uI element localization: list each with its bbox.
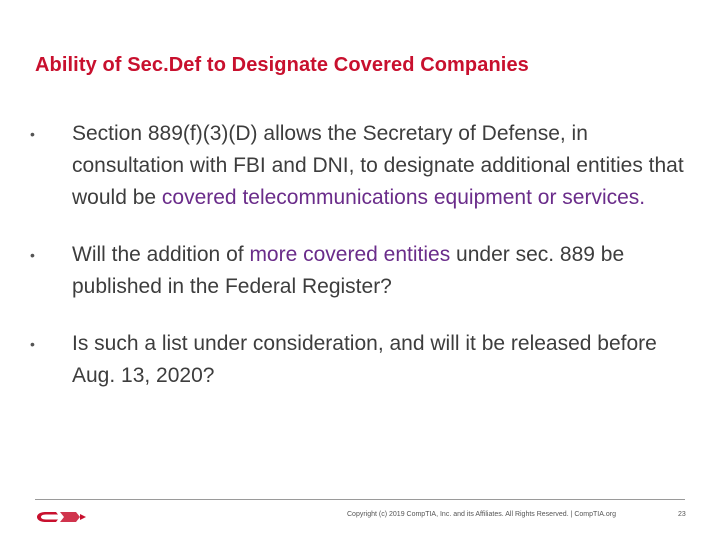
- slide-title: Ability of Sec.Def to Designate Covered Companies: [35, 54, 529, 76]
- footer-copyright: Copyright (c) 2019 CompTIA, Inc. and its Affiliates. All Rights Reserved. | CompTIA.org: [347, 511, 616, 518]
- bullet-item: [30, 239, 700, 303]
- highlighted-text: more covered entities: [249, 243, 451, 266]
- page-number: 23: [678, 511, 686, 518]
- highlighted-text: covered telecommunications equipment or services.: [161, 186, 646, 209]
- bullet-item: [30, 328, 700, 392]
- bullet-icon: •: [30, 336, 35, 352]
- bullet-icon: •: [30, 126, 35, 142]
- bullet-text: under sec. 889 be published in the Federal Register?: [72, 243, 625, 298]
- bullet-text: Is such a list under consideration, and will it be released before Aug. 13, 2020?: [72, 332, 657, 387]
- bullet-text: Will the addition of: [72, 243, 250, 266]
- footer-divider: [35, 499, 685, 500]
- bullet-list: [30, 118, 700, 417]
- bullet-text: Section 889(f)(3)(D) allows the Secretary of Defense, in consultation with FBI and DNI, to designate additional entities that would be: [72, 122, 684, 209]
- bullet-item: [30, 118, 700, 214]
- comptia-logo-icon: [36, 510, 88, 524]
- bullet-icon: •: [30, 247, 35, 263]
